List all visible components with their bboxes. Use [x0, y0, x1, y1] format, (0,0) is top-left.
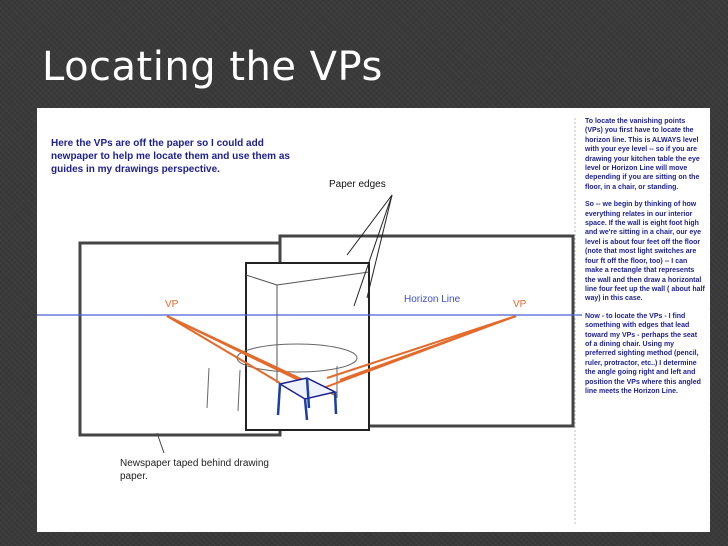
- slide-title: Locating the VPs: [42, 44, 383, 90]
- horizon-line-label: Horizon Line: [404, 294, 461, 305]
- drawing-caption: Here the VPs are off the paper so I could add newpaper to help me locate them and use them as guides in my drawings perspective.: [51, 138, 290, 175]
- paper-edge-pointer: [367, 195, 392, 298]
- image-panel: [37, 108, 710, 532]
- paper-edges-label: Paper edges: [329, 179, 386, 190]
- explanation-sidebar: [585, 117, 705, 404]
- table-leg: [207, 368, 209, 408]
- vp-left-label: VP: [165, 299, 179, 310]
- chair-leg: [335, 392, 336, 414]
- paper-edge-pointer: [354, 195, 392, 306]
- sidebar-paragraph: To locate the vanishing points (VPs) you first have to locate the horizon line. This is ALWAYS level with your eye level -- so if you are drawing your kitchen table the eye level or Horizon Line will move depending if you are sitting on the floor, in a chair, or standing.: [585, 118, 700, 191]
- sidebar-paragraph: So -- we begin by thinking of how everything relates in our interior space. If the wall is eight foot high and we're sitting in a chair, our eye level is about four feet off the floor (note that most light switches are four ft off the floor, too) -- I can make a rectangle that represents the wall and then draw a horizontal line four feet up the wall ( about half way) in this case.: [585, 201, 705, 303]
- table-leg: [238, 370, 240, 411]
- newspaper-label: Newspaper taped behind drawing paper.: [120, 458, 269, 482]
- paper-edge-pointer: [347, 195, 392, 255]
- sidebar-paragraph: Now - to locate the VPs - I find something with edges that lead toward my VPs - perhaps the seat of a dining chair. Using my preferred sighting method (pencil, ruler, protractor, etc..) I determine the angle going right and left and position the VPs where this angled line meets the Horizon Line.: [585, 312, 701, 395]
- vp-right-label: VP: [513, 299, 527, 310]
